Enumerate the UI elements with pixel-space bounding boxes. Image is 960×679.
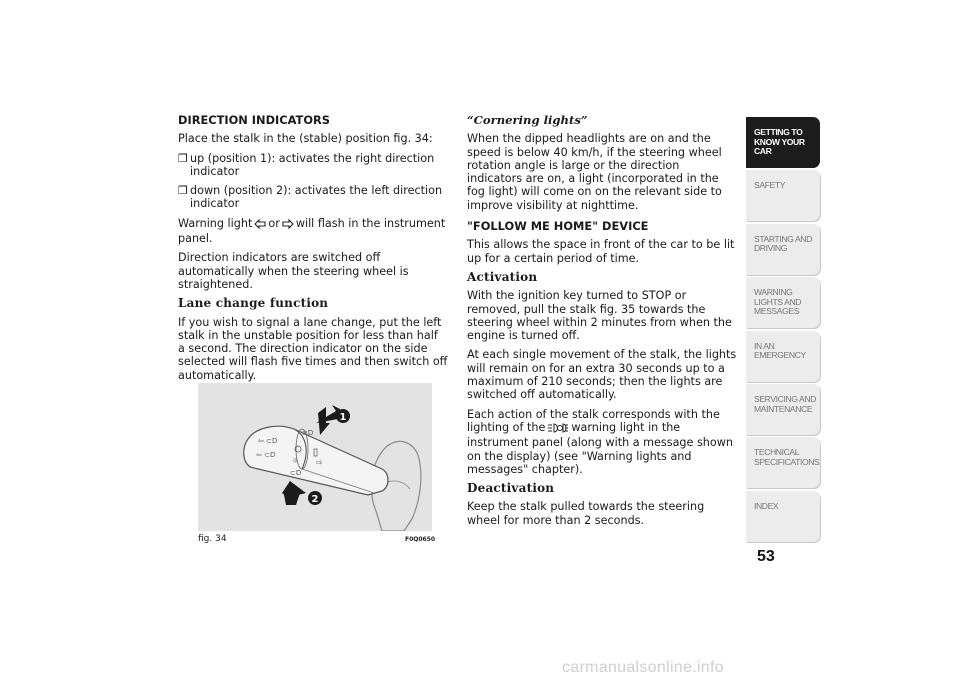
auto-off-text: Direction indicators are switched off automatically when the steering wheel is straightened. bbox=[178, 251, 409, 291]
tab-technical-specifications[interactable]: TECHNICAL SPECIFICATIONS bbox=[746, 437, 820, 488]
warning-pre: Warning light bbox=[178, 216, 253, 230]
svg-text:⇦ ⊂D: ⇦ ⊂D bbox=[258, 437, 278, 445]
follow-me-home-heading: "FOLLOW ME HOME" DEVICE bbox=[467, 219, 649, 234]
follow-me-home-text: This allows the space in front of the car to be lit up for a certain period of time. bbox=[467, 238, 735, 265]
right-arrow-indicator-icon bbox=[282, 219, 294, 232]
activation-text-2: At each single movement of the stalk, the lights will remain on for an extra 30 seconds up to a maximum of 210 seconds; then the lights are switched off automatically. bbox=[467, 348, 737, 402]
activation-3-post: warning light in the instrument panel (along with a message shown on the display) (see "Warning lights and messages" chapter). bbox=[467, 420, 733, 476]
svg-text:☼: ☼ bbox=[292, 457, 299, 465]
svg-text:≡D: ≡D bbox=[302, 429, 314, 437]
figure-caption: fig. 34 bbox=[198, 534, 227, 544]
cornering-lights-heading: “Cornering lights” bbox=[467, 113, 588, 127]
marker-2-label: 2 bbox=[311, 494, 319, 505]
svg-text:⇦ ⊂D: ⇦ ⊂D bbox=[256, 451, 276, 459]
warning-light-text bbox=[178, 217, 448, 246]
left-column bbox=[178, 114, 448, 388]
stalk-illustration bbox=[198, 383, 432, 531]
lane-change-heading: Lane change function bbox=[178, 296, 329, 311]
stalk-figure bbox=[198, 383, 432, 531]
figure-code: F0Q0650 bbox=[405, 536, 436, 543]
tab-in-an-emergency[interactable]: IN AN EMERGENCY bbox=[746, 331, 820, 382]
tab-servicing-and-maintenance[interactable]: SERVICING AND MAINTENANCE bbox=[746, 384, 820, 435]
down-arrow-icon bbox=[282, 481, 306, 505]
page-number: 53 bbox=[757, 548, 775, 565]
list-item bbox=[178, 152, 448, 179]
activation-3-pre: Each action of the stalk corresponds with the lighting of the bbox=[467, 407, 720, 434]
up-arrow-icon bbox=[316, 405, 340, 435]
activation-text-1: With the ignition key turned to STOP or removed, pull the stalk fig. 35 towards the steering wheel within 2 minutes from when the engine is turned off. bbox=[467, 289, 732, 343]
activation-text-3 bbox=[467, 408, 737, 476]
warning-or: or bbox=[268, 216, 280, 230]
svg-text:⇨: ⇨ bbox=[316, 458, 323, 467]
tab-warning-lights-and-messages[interactable]: WARNING LIGHTS AND MESSAGES bbox=[746, 277, 820, 328]
list-item bbox=[178, 184, 448, 211]
chapter-sidebar bbox=[746, 117, 820, 544]
bullet-box-icon: ❒ bbox=[178, 184, 188, 198]
follow-me-home-icon bbox=[547, 423, 569, 436]
direction-indicators-heading: DIRECTION INDICATORS bbox=[178, 113, 330, 127]
tab-starting-and-driving[interactable]: STARTING AND DRIVING bbox=[746, 224, 820, 275]
bullet-box-icon: ❒ bbox=[178, 151, 188, 165]
cornering-lights-text: When the dipped headlights are on and the speed is below 40 km/h, if the steering wheel rotation angle is large or the direction indicators are on, a light (incorporated in the fog light) will come on on the relevant side to improve visibility at nighttime. bbox=[467, 132, 722, 212]
watermark[interactable]: carmanualsonline.info bbox=[562, 659, 724, 676]
tab-getting-to-know-your-car[interactable]: GETTING TO KNOW YOUR CAR bbox=[746, 117, 820, 168]
tab-index[interactable]: INDEX bbox=[746, 491, 820, 542]
deactivation-heading: Deactivation bbox=[467, 481, 555, 496]
svg-text:⊂D: ⊂D bbox=[290, 469, 302, 477]
bullet-text: down (position 2): activates the left direction indicator bbox=[190, 184, 443, 211]
left-arrow-indicator-icon bbox=[254, 219, 266, 232]
marker-1-label: 1 bbox=[339, 412, 347, 423]
tab-safety[interactable]: SAFETY bbox=[746, 170, 820, 221]
right-column bbox=[467, 114, 737, 533]
bullet-text: up (position 1): activates the right direction indicator bbox=[190, 151, 435, 178]
lane-change-text: If you wish to signal a lane change, put the left stalk in the unstable position for less than half a second. The direction indicator on the side selected will flash five times and then switch off automatically. bbox=[178, 315, 448, 382]
intro-text: Place the stalk in the (stable) position fig. 34: bbox=[178, 132, 433, 146]
activation-heading: Activation bbox=[467, 269, 538, 284]
deactivation-text: Keep the stalk pulled towards the steering wheel for more than 2 seconds. bbox=[467, 500, 705, 527]
warning-post: will flash in the instrument panel. bbox=[178, 216, 446, 246]
